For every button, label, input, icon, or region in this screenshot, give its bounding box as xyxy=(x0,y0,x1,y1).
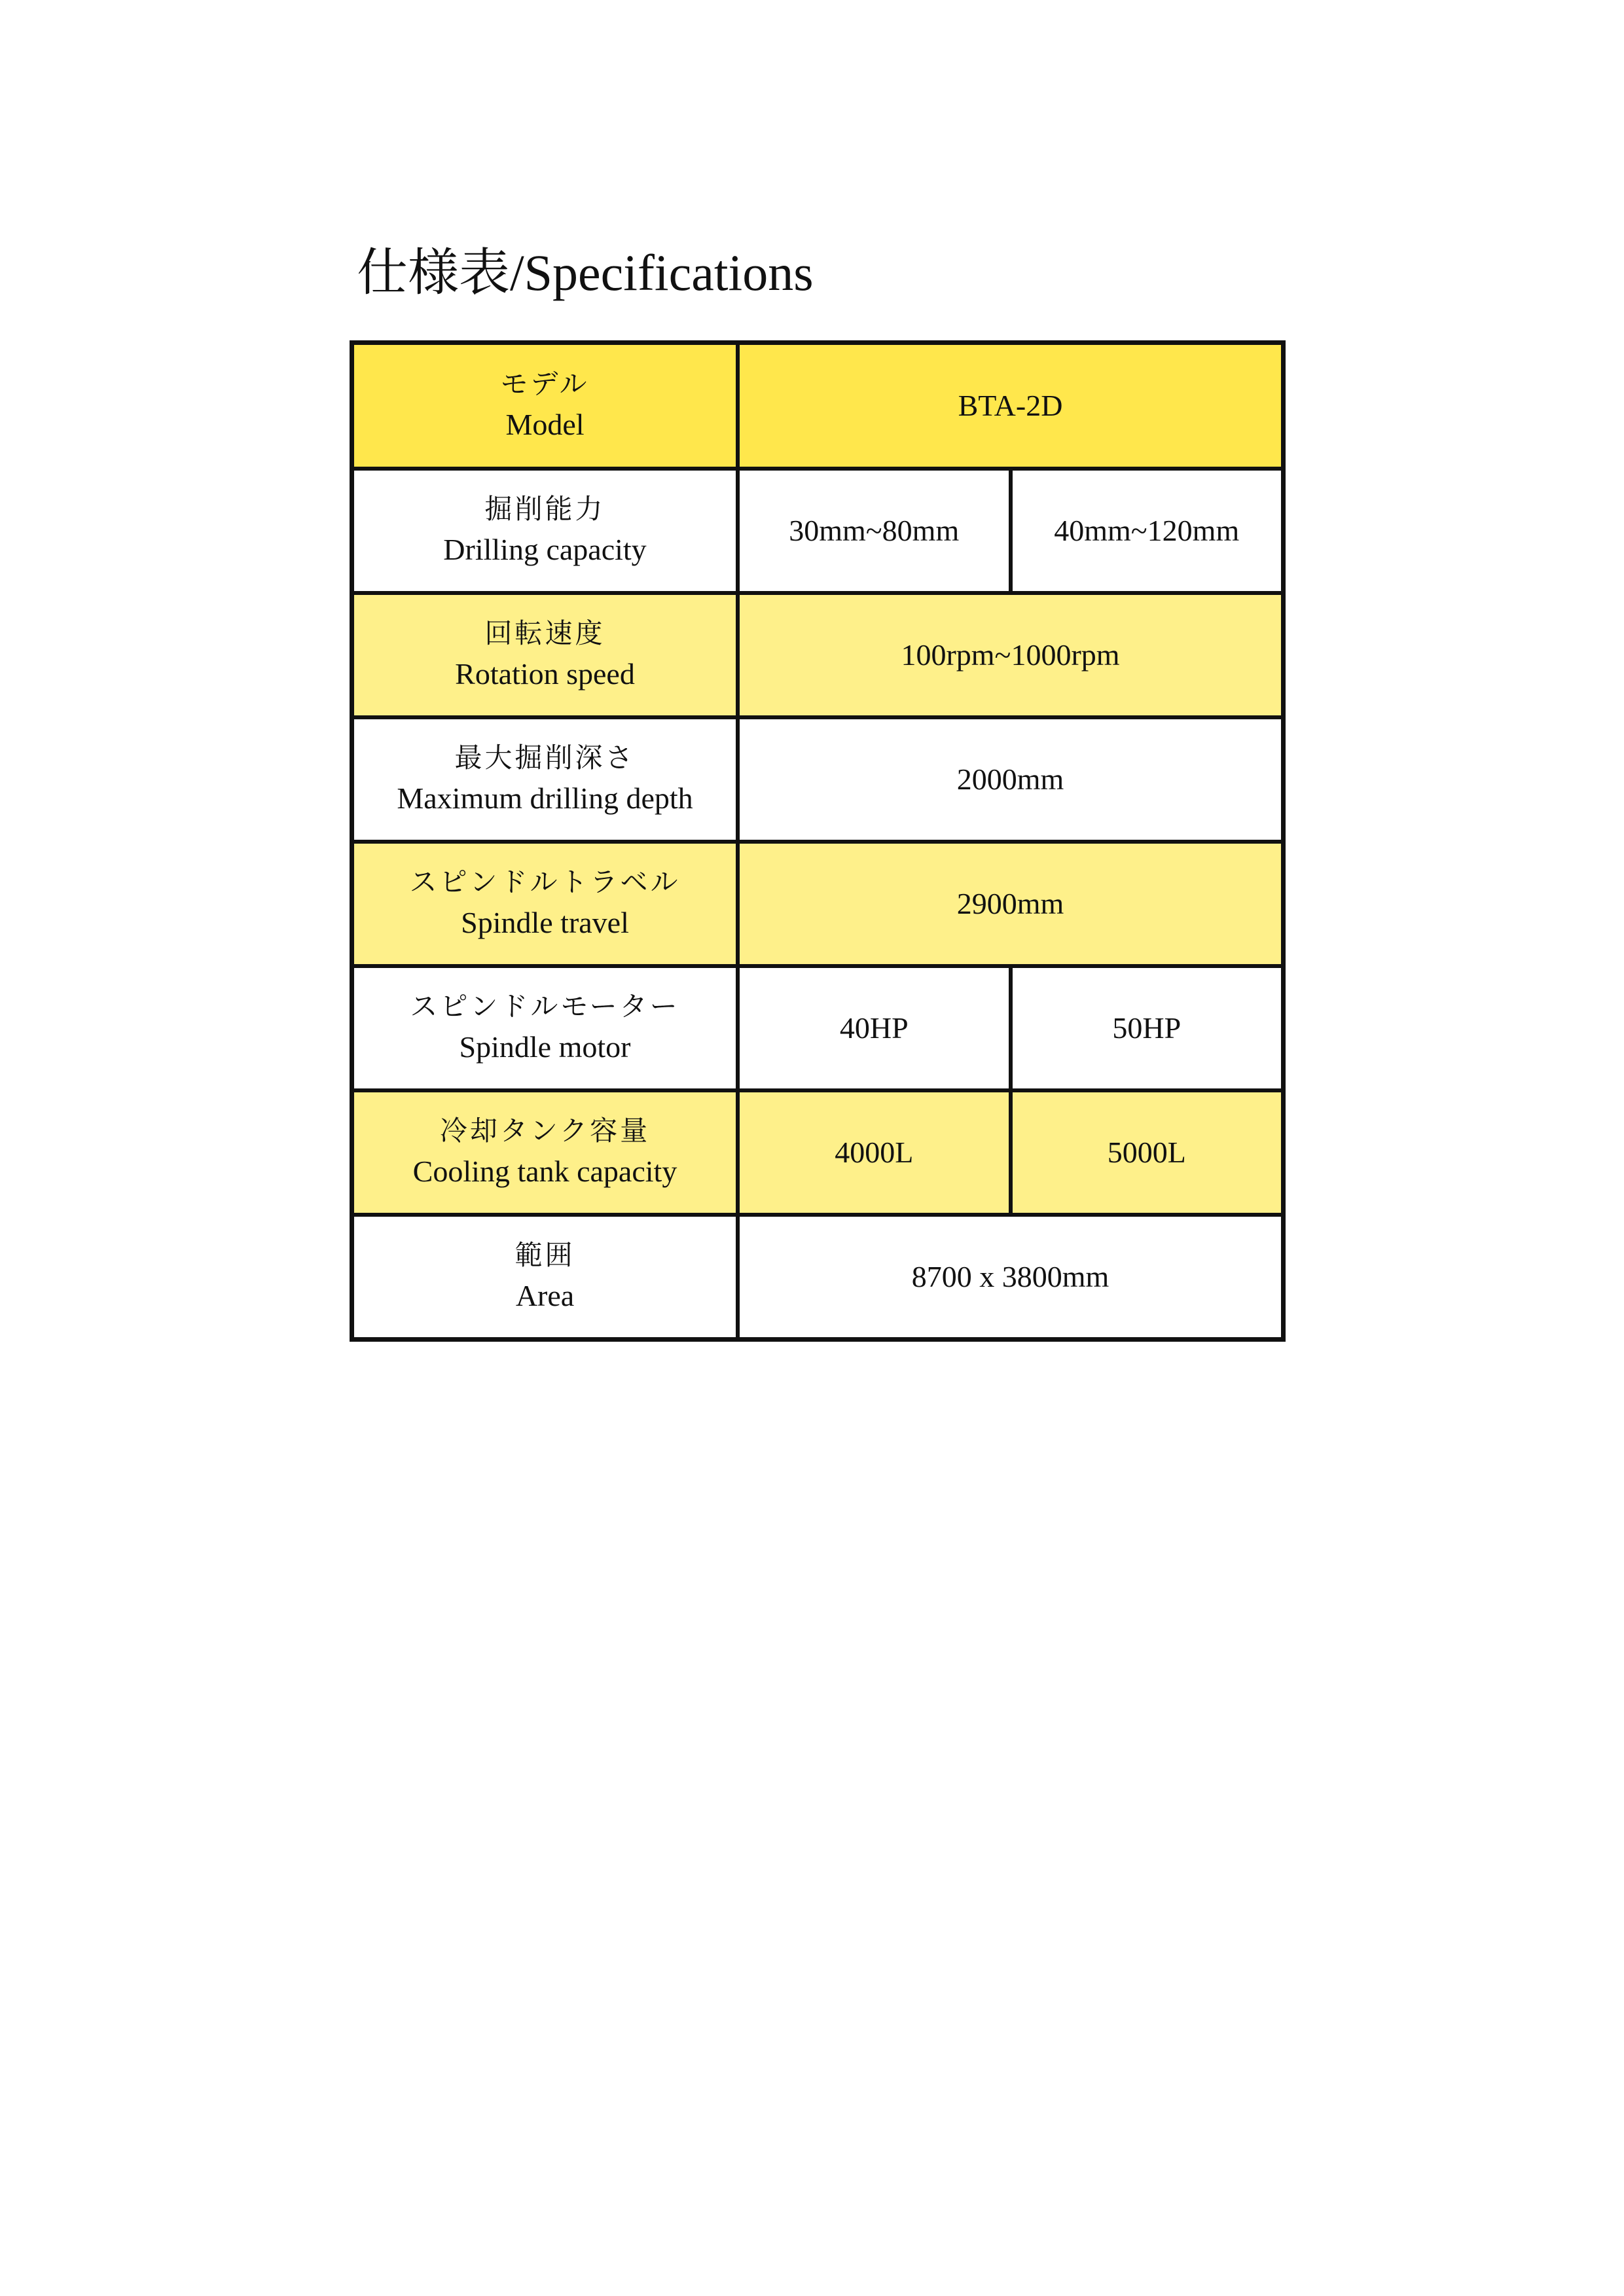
spec-value: 5000L xyxy=(1107,1135,1186,1169)
spec-value: 4000L xyxy=(740,1092,1013,1213)
spec-row-drilling-capacity xyxy=(354,467,1281,591)
spec-label-cell xyxy=(354,968,740,1088)
spec-label-cell xyxy=(354,345,740,467)
spec-value: 2000mm xyxy=(956,762,1064,796)
spec-label-cell xyxy=(354,719,740,840)
spec-label-ja: モデル xyxy=(500,368,590,401)
spec-label-cell xyxy=(354,471,740,591)
spec-label-en: Drilling capacity xyxy=(443,533,647,567)
spec-row-model xyxy=(354,345,1281,467)
spec-label-cell xyxy=(354,595,740,715)
spec-row-spindle-travel xyxy=(354,840,1281,964)
spec-value: 100rpm~1000rpm xyxy=(901,637,1120,672)
spec-row-spindle-motor xyxy=(354,964,1281,1088)
spec-value: BTA-2D xyxy=(958,388,1063,422)
spec-value: 30mm~80mm xyxy=(740,471,1013,591)
specifications-table xyxy=(350,340,1286,1342)
spec-value: 50HP xyxy=(1112,1011,1182,1045)
spec-label-ja: スピンドルモーター xyxy=(410,990,680,1023)
spec-label-ja: 最大掘削深さ xyxy=(454,742,636,774)
spec-label-ja: 掘削能力 xyxy=(484,493,605,526)
spec-value: 8700 x 3800mm xyxy=(911,1259,1110,1293)
spec-label-en: Rotation speed xyxy=(455,657,635,691)
spec-label-ja: スピンドルトラベル xyxy=(409,866,681,899)
spec-label-cell xyxy=(354,844,740,964)
spec-label-ja: 回転速度 xyxy=(484,617,605,650)
spec-label-en: Area xyxy=(515,1279,575,1313)
page-title: 仕様表/Specifications xyxy=(357,244,814,301)
spec-row-cooling-tank xyxy=(354,1088,1281,1213)
spec-row-rotation-speed xyxy=(354,591,1281,715)
spec-value: 2900mm xyxy=(956,886,1064,920)
spec-row-max-drilling-depth xyxy=(354,715,1281,840)
spec-label-en: Cooling tank capacity xyxy=(412,1155,677,1189)
spec-label-ja: 冷却タンク容量 xyxy=(439,1115,651,1147)
spec-label-en: Maximum drilling depth xyxy=(397,781,693,816)
spec-label-cell xyxy=(354,1217,740,1337)
spec-label-en: Spindle motor xyxy=(459,1030,631,1064)
spec-value: 40mm~120mm xyxy=(1054,513,1240,547)
spec-label-en: Model xyxy=(505,408,585,442)
spec-label-cell xyxy=(354,1092,740,1213)
spec-row-area xyxy=(354,1213,1281,1337)
spec-label-ja: 範囲 xyxy=(514,1239,575,1272)
spec-label-en: Spindle travel xyxy=(461,906,629,940)
spec-value: 40HP xyxy=(740,968,1013,1088)
